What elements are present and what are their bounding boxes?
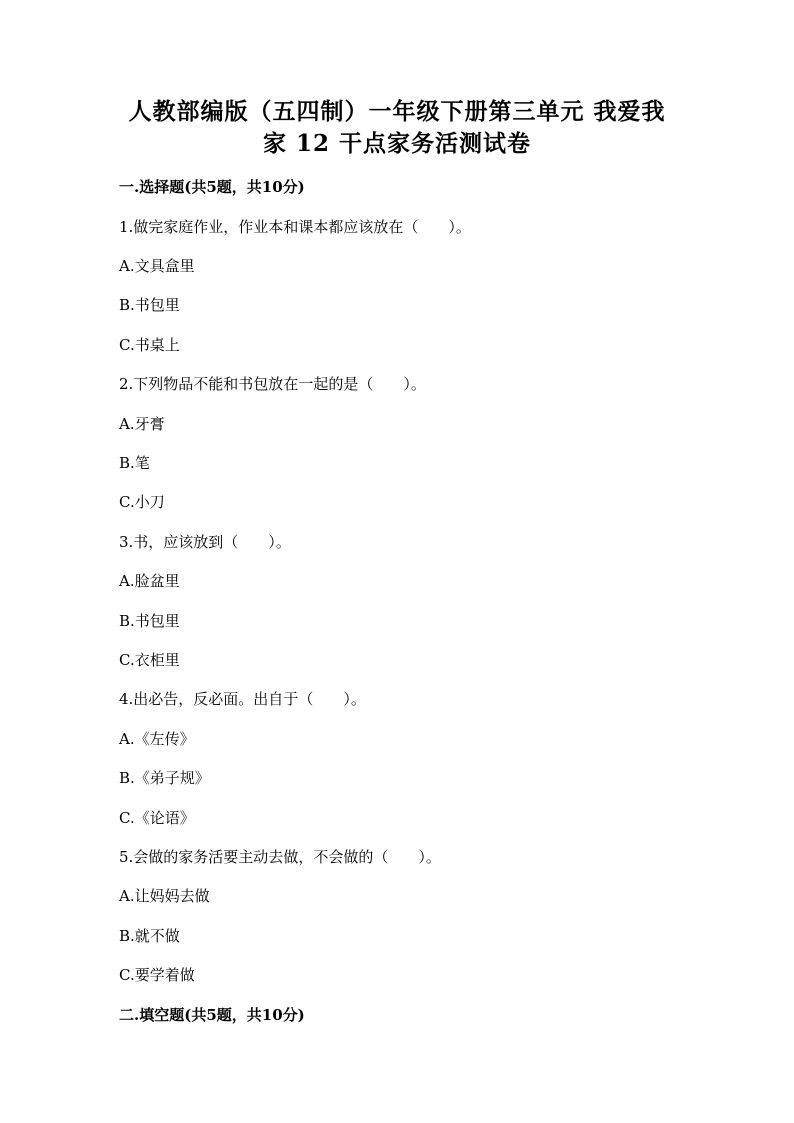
- question-3-option-c: C.衣柜里: [119, 651, 180, 669]
- section-heading-fill-in-blank: 二.填空题(共5题，共10分): [119, 1006, 305, 1024]
- question-2-option-c: C.小刀: [119, 493, 165, 511]
- document-title-line-1: 人教部编版（五四制）一年级下册第三单元 我爱我: [128, 98, 666, 125]
- question-1-option-c: C.书桌上: [119, 336, 180, 354]
- question-2-stem: 2.下列物品不能和书包放在一起的是（ ）。: [119, 375, 426, 393]
- question-5-option-b: B.就不做: [119, 927, 180, 945]
- question-4-option-c: C.《论语》: [119, 809, 195, 827]
- question-4-stem: 4.出必告，反必面。出自于（ ）。: [119, 690, 366, 708]
- section-heading-multiple-choice: 一.选择题(共5题，共10分): [119, 178, 305, 196]
- question-1-option-b: B.书包里: [119, 296, 180, 314]
- question-2-option-b: B.笔: [119, 454, 150, 472]
- question-4-option-a: A.《左传》: [119, 730, 195, 748]
- question-1-stem: 1.做完家庭作业，作业本和课本都应该放在（ ）。: [119, 218, 471, 236]
- question-3-option-b: B.书包里: [119, 612, 180, 630]
- question-2-option-a: A.牙膏: [119, 415, 165, 433]
- question-5-option-c: C.要学着做: [119, 966, 195, 984]
- document-title-line-2: 家 12 干点家务活测试卷: [262, 130, 532, 157]
- question-3-stem: 3.书，应该放到（ ）。: [119, 533, 291, 551]
- question-3-option-a: A.脸盆里: [119, 572, 180, 590]
- question-5-option-a: A.让妈妈去做: [119, 887, 210, 905]
- question-1-option-a: A.文具盒里: [119, 257, 195, 275]
- question-4-option-b: B.《弟子规》: [119, 769, 210, 787]
- question-5-stem: 5.会做的家务活要主动去做，不会做的（ ）。: [119, 848, 441, 866]
